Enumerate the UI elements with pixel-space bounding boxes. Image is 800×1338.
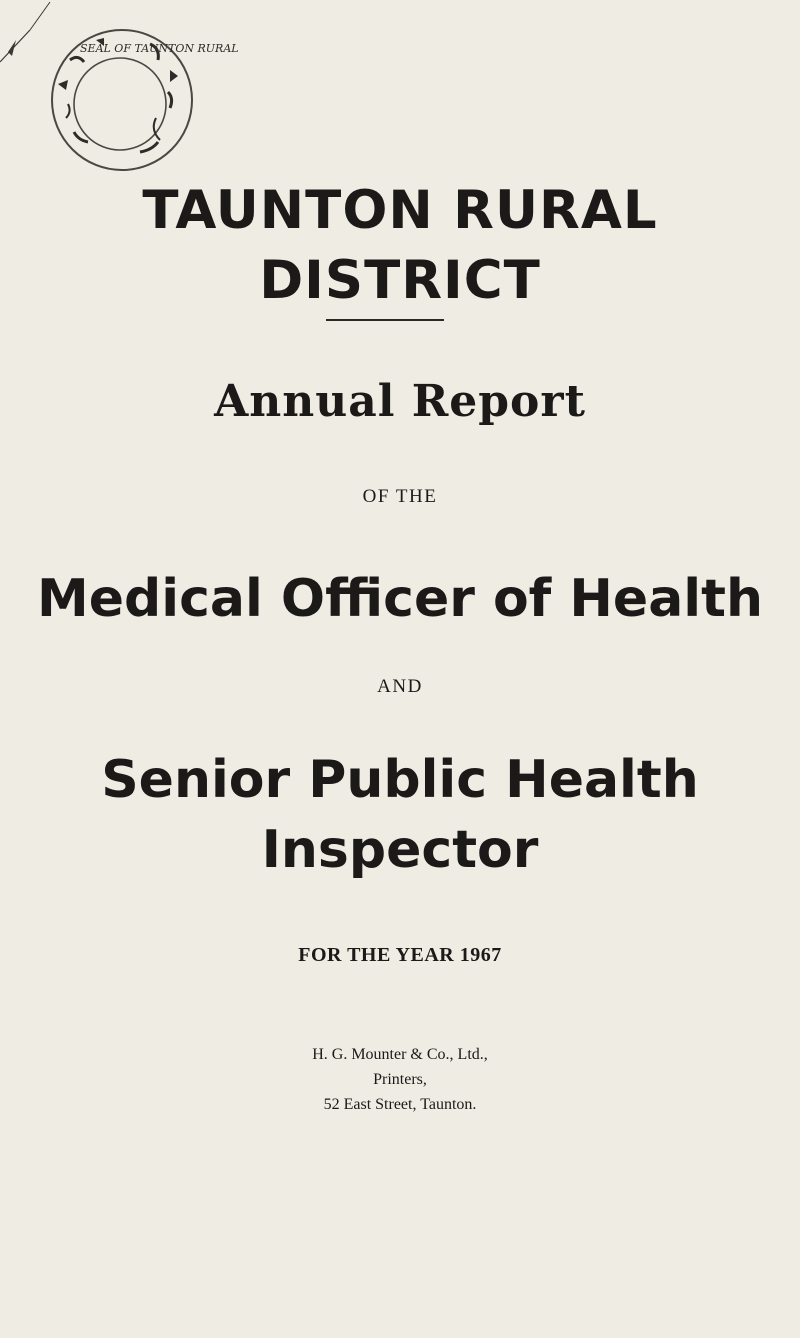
report-year: FOR THE YEAR 1967 <box>298 944 502 966</box>
divider-rule <box>326 319 444 321</box>
printer-address: 52 East Street, Taunton. <box>323 1096 477 1113</box>
inspector-title-line2: Inspector <box>261 820 539 880</box>
annual-report-title: Annual Report <box>214 376 586 427</box>
and-text: AND <box>377 676 423 697</box>
printer-name: H. G. Mounter & Co., Ltd., <box>312 1046 488 1063</box>
medical-officer-title: Medical Officer of Health <box>37 569 763 629</box>
printer-imprint <box>0 1042 800 1117</box>
inspector-title-line1: Senior Public Health <box>101 750 699 810</box>
district-title: TAUNTON RURAL DISTRICT <box>142 180 658 311</box>
seal-inscription: SEAL OF TAUNTON RURAL <box>80 42 239 55</box>
printer-role: Printers, <box>373 1071 427 1088</box>
of-the-text: OF THE <box>362 486 438 507</box>
inspector-title <box>0 745 800 885</box>
taunton-seal-icon <box>0 0 239 180</box>
